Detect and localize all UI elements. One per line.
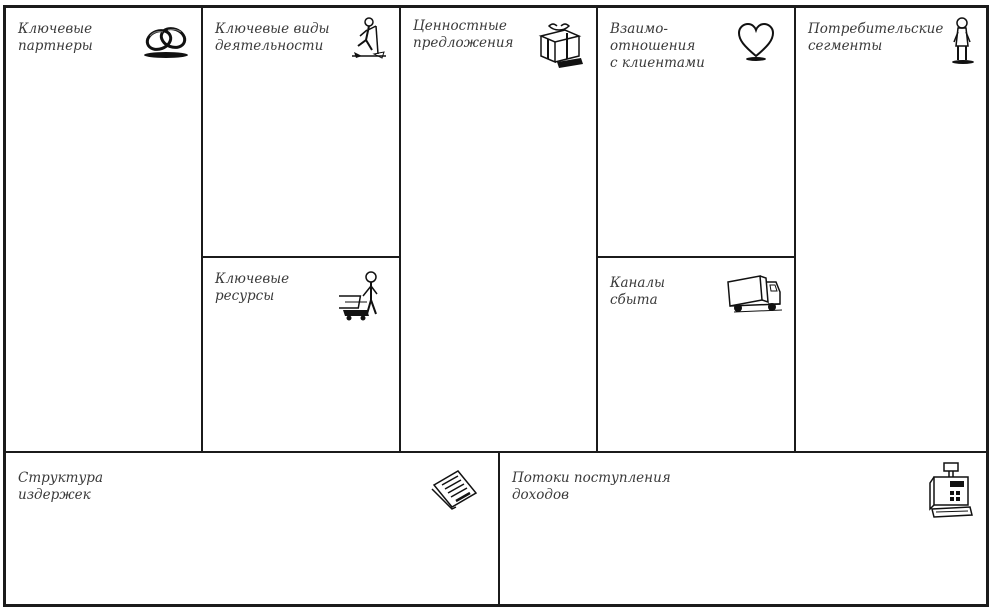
key-partners-title: Ключевые партнеры <box>18 21 93 54</box>
key-resources-title: Ключевые ресурсы <box>215 271 290 304</box>
key-activities-title: Ключевые виды деятельности <box>215 21 330 54</box>
worker-icon <box>348 16 390 62</box>
gift-box-icon <box>535 22 585 68</box>
block-revenue-streams[interactable] <box>500 453 986 604</box>
value-propositions-title: Ценностные предложения <box>413 18 514 51</box>
block-cost-structure[interactable] <box>6 453 498 604</box>
block-value-propositions[interactable] <box>401 8 596 451</box>
rings-icon <box>141 20 191 60</box>
truck-icon <box>724 272 784 318</box>
standing-person-icon <box>948 16 978 66</box>
block-key-resources[interactable] <box>203 258 399 451</box>
person-with-cart-icon <box>339 270 389 322</box>
customer-relationships-title: Взаимо- отношения с клиентами <box>610 21 705 71</box>
cash-register-icon <box>928 461 974 519</box>
block-key-activities[interactable] <box>203 8 399 256</box>
customer-segments-title: Потребительские сегменты <box>808 21 944 54</box>
block-customer-relationships[interactable] <box>598 8 794 256</box>
block-channels[interactable] <box>598 258 794 451</box>
block-customer-segments[interactable] <box>796 8 986 451</box>
block-key-partners[interactable] <box>6 8 201 451</box>
cost-structure-title: Структура издержек <box>18 470 103 503</box>
channels-title: Каналы сбыта <box>610 275 666 308</box>
invoice-icon <box>428 467 480 513</box>
heart-icon <box>736 22 776 62</box>
business-model-canvas <box>3 5 989 607</box>
revenue-streams-title: Потоки поступления доходов <box>512 470 671 503</box>
